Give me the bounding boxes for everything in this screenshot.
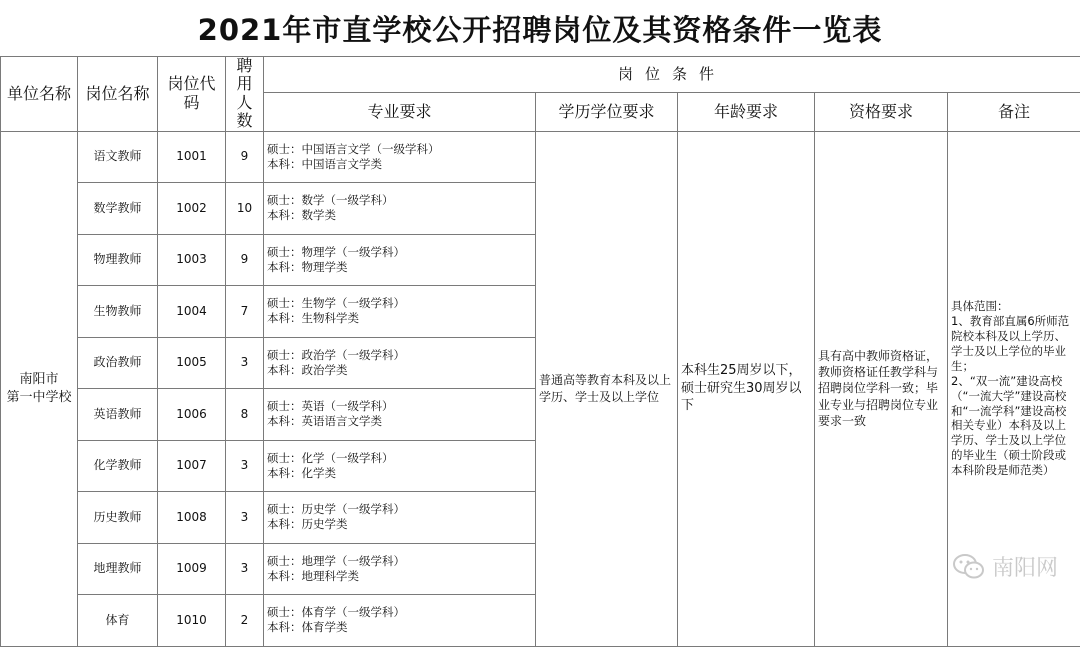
- bachelor-requirement: 本科：政治学类: [267, 363, 532, 378]
- position-code: 1002: [158, 183, 226, 235]
- hire-count: 8: [226, 389, 264, 441]
- header-major: 专业要求: [264, 93, 536, 131]
- table-body: [1, 131, 1080, 646]
- master-requirement: 硕士：中国语言文学（一级学科）: [267, 142, 532, 157]
- hire-count: 2: [226, 595, 264, 647]
- position-code: 1009: [158, 543, 226, 595]
- position-code: 1005: [158, 337, 226, 389]
- position-code: 1007: [158, 440, 226, 492]
- wechat-icon: [952, 552, 986, 582]
- position-name: 地理教师: [78, 543, 158, 595]
- position-code: 1006: [158, 389, 226, 441]
- hire-count: 3: [226, 440, 264, 492]
- bachelor-requirement: 本科：英语语言文学类: [267, 414, 532, 429]
- hire-count: 7: [226, 286, 264, 338]
- position-name: 历史教师: [78, 492, 158, 544]
- master-requirement: 硕士：英语（一级学科）: [267, 399, 532, 414]
- master-requirement: 硕士：化学（一级学科）: [267, 451, 532, 466]
- major-requirement: [264, 595, 536, 647]
- bachelor-requirement: 本科：地理科学类: [267, 569, 532, 584]
- header-unit: 单位名称: [1, 57, 78, 132]
- master-requirement: 硕士：生物学（一级学科）: [267, 296, 532, 311]
- hire-count: 9: [226, 234, 264, 286]
- bachelor-requirement: 本科：历史学类: [267, 517, 532, 532]
- hire-count: 9: [226, 131, 264, 183]
- bachelor-requirement: 本科：数学类: [267, 208, 532, 223]
- hire-count: 3: [226, 492, 264, 544]
- unit-name: [1, 131, 78, 646]
- page-title: 2021年市直学校公开招聘岗位及其资格条件一览表: [0, 0, 1080, 56]
- major-requirement: [264, 337, 536, 389]
- position-name: 政治教师: [78, 337, 158, 389]
- master-requirement: 硕士：物理学（一级学科）: [267, 245, 532, 260]
- position-name: 语文教师: [78, 131, 158, 183]
- watermark: [952, 551, 1058, 582]
- hire-count: 3: [226, 543, 264, 595]
- hire-count: 10: [226, 183, 264, 235]
- bachelor-requirement: 本科：物理学类: [267, 260, 532, 275]
- major-requirement: [264, 389, 536, 441]
- header-code: 岗位代码: [158, 57, 226, 132]
- bachelor-requirement: 本科：生物科学类: [267, 311, 532, 326]
- major-requirement: [264, 543, 536, 595]
- position-code: 1001: [158, 131, 226, 183]
- positions-table: [0, 56, 1080, 647]
- table-row: [1, 131, 1080, 183]
- header-age: 年龄要求: [678, 93, 815, 131]
- master-requirement: 硕士：地理学（一级学科）: [267, 554, 532, 569]
- bachelor-requirement: 本科：化学类: [267, 466, 532, 481]
- position-code: 1003: [158, 234, 226, 286]
- master-requirement: 硕士：数学（一级学科）: [267, 193, 532, 208]
- position-code: 1008: [158, 492, 226, 544]
- position-name: 体育: [78, 595, 158, 647]
- unit-name-text: 南阳市 第一中学校: [6, 372, 71, 405]
- age-requirement: 本科生25周岁以下，硕士研究生30周岁以下: [678, 131, 815, 646]
- major-requirement: [264, 440, 536, 492]
- major-requirement: [264, 183, 536, 235]
- major-requirement: [264, 131, 536, 183]
- header-remarks: 备注: [948, 93, 1080, 131]
- position-name: 数学教师: [78, 183, 158, 235]
- education-requirement: 普通高等教育本科及以上 学历、学士及以上学位: [536, 131, 678, 646]
- qualification-requirement: 具有高中教师资格证，教师资格证任教学科与招聘岗位学科一致；毕业专业与招聘岗位专业要求一致: [815, 131, 948, 646]
- hire-count: 3: [226, 337, 264, 389]
- bachelor-requirement: 本科：体育学类: [267, 620, 532, 635]
- major-requirement: [264, 286, 536, 338]
- position-name: 化学教师: [78, 440, 158, 492]
- position-code: 1004: [158, 286, 226, 338]
- header-position: 岗位名称: [78, 57, 158, 132]
- remarks: 具体范围： 1、教育部直属6所师范院校本科及以上学历、学士及以上学位的毕业生； 2、“双一流”建设高校（“一流大学”建设高校和“一流学科”建设高校相关专业）本科及以上学历、学士及以上学位的毕业生（硕士阶段或本科阶段是师范类）: [948, 131, 1080, 646]
- major-requirement: [264, 234, 536, 286]
- header-qualification: 资格要求: [815, 93, 948, 131]
- header-count: 聘用人数: [226, 57, 264, 132]
- master-requirement: 硕士：体育学（一级学科）: [267, 605, 532, 620]
- header-education: 学历学位要求: [536, 93, 678, 131]
- watermark-text: 南阳网: [992, 551, 1058, 582]
- header-conditions: 岗位条件: [264, 57, 1080, 93]
- position-name: 物理教师: [78, 234, 158, 286]
- position-name: 英语教师: [78, 389, 158, 441]
- position-code: 1010: [158, 595, 226, 647]
- major-requirement: [264, 492, 536, 544]
- master-requirement: 硕士：政治学（一级学科）: [267, 348, 532, 363]
- position-name: 生物教师: [78, 286, 158, 338]
- bachelor-requirement: 本科：中国语言文学类: [267, 157, 532, 172]
- master-requirement: 硕士：历史学（一级学科）: [267, 502, 532, 517]
